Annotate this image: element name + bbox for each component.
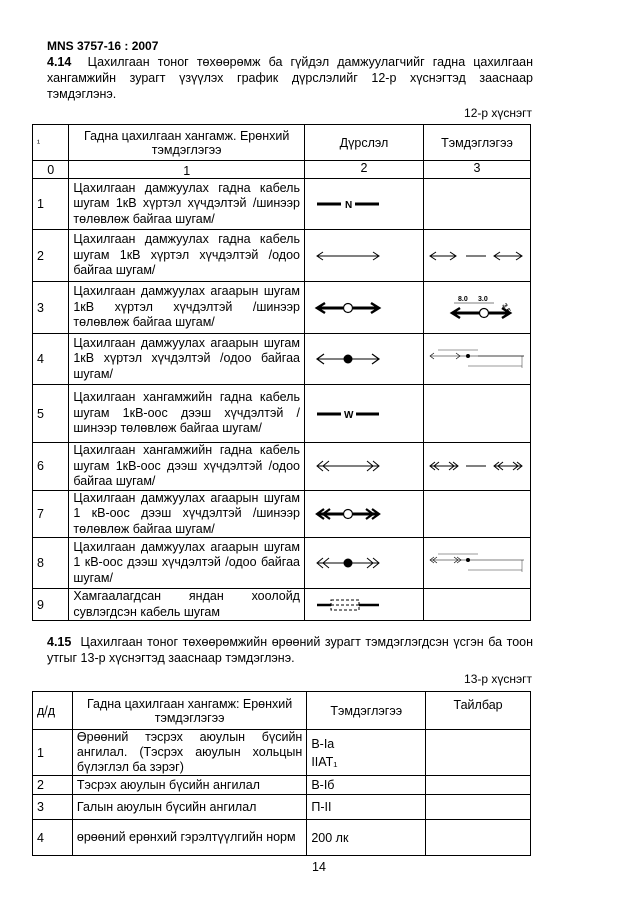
mark-secondary: IIАТ₁ — [311, 754, 338, 769]
row-mark: П-II — [307, 795, 426, 820]
symbol-letter: W — [343, 409, 354, 421]
row-description: Цахилгаан дамжуулах агаарын шугам 1 кВ-оос дээш хүчдэлтэй /одоо байгаа шугам/ — [69, 538, 305, 589]
row-number: 7 — [33, 490, 69, 538]
row-note — [426, 795, 531, 820]
table-row — [33, 730, 531, 776]
row-note — [426, 730, 531, 776]
dim-label: 3.5 — [500, 302, 512, 314]
header-no: ¹ — [33, 125, 69, 161]
row-mark — [423, 385, 530, 443]
table-row — [33, 820, 531, 856]
standard-header: MNS 3757-16 : 2007 — [47, 39, 159, 53]
row-symbol — [304, 443, 423, 491]
section-4-14 — [47, 54, 533, 102]
row-description: Цахилгаан дамжуулах агаарын шугам 1 кВ-оос дээш хүчдэлтэй /шинээр төлөвлөж байгаа шугам/ — [69, 490, 305, 538]
cable-new-symbol — [309, 194, 419, 214]
section-text: Цахилгаан тоног төхөөрөмж ба гүйдэл дамжуулагчийг гадна цахилгаан хангамжийн зурагт үзүүлэх график дүрслэлийг 12-р хүснэгтэд зааснаар тэмдэглэнэ. — [47, 55, 533, 101]
row-mark: В-Iб — [307, 776, 426, 795]
table-row — [33, 538, 531, 589]
index-cell: 2 — [304, 161, 423, 179]
cable-hv-new-symbol — [309, 404, 419, 424]
row-description: Галын аюулын бүсийн ангилал — [72, 795, 306, 820]
row-number: 2 — [33, 776, 73, 795]
row-description: Хамгаалагдсан яндан хоолойд сувлэгдсэн кабель шугам — [69, 589, 305, 621]
row-mark — [423, 538, 530, 589]
overhead-existing-symbol — [309, 349, 419, 369]
row-number: 5 — [33, 385, 69, 443]
table-row — [33, 776, 531, 795]
table-header-row — [33, 692, 531, 730]
row-number: 6 — [33, 443, 69, 491]
overhead-existing-mark — [428, 344, 526, 374]
table-13 — [32, 691, 531, 856]
row-symbol — [304, 490, 423, 538]
row-number: 3 — [33, 795, 73, 820]
header-symbol: Дүрслэл — [304, 125, 423, 161]
row-number: 4 — [33, 820, 73, 856]
table-row — [33, 179, 531, 230]
header-mark: Тэмдэглэгээ — [307, 692, 426, 730]
table-row — [33, 795, 531, 820]
section-4-15 — [47, 634, 533, 666]
row-mark — [423, 282, 530, 334]
header-mark: Тэмдэглэгээ — [423, 125, 530, 161]
table-row — [33, 490, 531, 538]
row-symbol — [304, 538, 423, 589]
table12-caption: 12-р хүснэгт — [464, 106, 532, 120]
row-description: өрөөний ерөнхий гэрэлтүүлгийн норм — [72, 820, 306, 856]
overhead-new-symbol — [309, 298, 419, 318]
overhead-hv-new-symbol — [309, 504, 419, 524]
page-number: 14 — [312, 860, 326, 874]
row-number: 1 — [33, 179, 69, 230]
row-symbol — [304, 334, 423, 385]
table-row — [33, 334, 531, 385]
overhead-new-mark — [428, 291, 526, 325]
conduit-cable-symbol — [309, 595, 419, 615]
cable-hv-existing-mark — [428, 456, 526, 476]
row-symbol — [304, 589, 423, 621]
index-row — [33, 161, 531, 179]
table13-caption: 13-р хүснэгт — [464, 672, 532, 686]
row-mark — [423, 443, 530, 491]
index-cell: 3 — [423, 161, 530, 179]
row-description: Өрөөний тэсрэх аюулын бүсийн ангилал. (Тэсрэх аюулын хольцын бүлэглэл ба зэрэг) — [72, 730, 306, 776]
row-number: 1 — [33, 730, 73, 776]
section-number: 4.15 — [47, 635, 72, 649]
row-description: Тэсрэх аюулын бүсийн ангилал — [72, 776, 306, 795]
table-row — [33, 443, 531, 491]
index-cell: 1 — [69, 161, 305, 179]
mark-primary: В-Iа — [311, 736, 335, 751]
cable-hv-existing-symbol — [309, 456, 419, 476]
row-number: 4 — [33, 334, 69, 385]
row-number: 2 — [33, 230, 69, 282]
table-12 — [32, 124, 531, 621]
overhead-hv-existing-symbol — [309, 553, 419, 573]
row-description: Цахилгаан дамжуулах гадна кабель шугам 1кВ хүртэл хүчдэлтэй /шинээр төлөвлөж байгаа шугам/ — [69, 179, 305, 230]
dim-label: 8.0 — [457, 295, 468, 303]
row-description: Цахилгаан хангамжийн гадна кабель шугам 1кВ-оос дээш хүчдэлтэй /шинээр төлөвлөж байгаа шугам/ — [69, 385, 305, 443]
index-cell: 0 — [33, 161, 69, 179]
row-mark — [423, 334, 530, 385]
table-row — [33, 230, 531, 282]
table-row — [33, 282, 531, 334]
row-note — [426, 820, 531, 856]
overhead-hv-existing-mark — [428, 548, 526, 578]
row-symbol — [304, 385, 423, 443]
header-desc: Гадна цахилгаан хангамж. Ерөнхий тэмдэглэгээ — [69, 125, 305, 161]
table-row — [33, 385, 531, 443]
row-symbol — [304, 282, 423, 334]
row-number: 8 — [33, 538, 69, 589]
row-description: Цахилгаан дамжуулах агаарын шугам 1кВ хүртэл хүчдэлтэй /одоо байгаа шугам/ — [69, 334, 305, 385]
cable-existing-symbol — [309, 246, 419, 266]
cable-existing-mark — [428, 246, 526, 266]
row-mark — [423, 490, 530, 538]
table-row — [33, 589, 531, 621]
row-description: Цахилгаан дамжуулах агаарын шугам 1кВ хүртэл хүчдэлтэй /шинээр төлөвлөж байгаа шугам/ — [69, 282, 305, 334]
row-symbol — [304, 179, 423, 230]
header-note: Тайлбар — [426, 692, 531, 730]
symbol-letter: N — [344, 200, 353, 211]
row-note — [426, 776, 531, 795]
dim-label: 3.0 — [477, 295, 488, 303]
header-desc: Гадна цахилгаан хангамж: Ерөнхий тэмдэглэгээ — [72, 692, 306, 730]
section-number: 4.14 — [47, 55, 72, 69]
row-description: Цахилгаан хангамжийн гадна кабель шугам 1кВ-оос дээш хүчдэлтэй /одоо байгаа шугам/ — [69, 443, 305, 491]
row-mark — [423, 589, 530, 621]
row-description: Цахилгаан дамжуулах гадна кабель шугам 1кВ хүртэл хүчдэлтэй /одоо байгаа шугам/ — [69, 230, 305, 282]
row-mark — [307, 730, 426, 776]
table-header-row — [33, 125, 531, 161]
row-number: 9 — [33, 589, 69, 621]
section-text: Цахилгаан тоног төхөөрөмжийн өрөөний зурагт тэмдэглэгдсэн үсгэн ба тоон утгыг 13-р хүснэгтэд зааснаар тэмдэглэнэ. — [47, 635, 533, 665]
header-no: д/д — [33, 692, 73, 730]
row-mark — [423, 230, 530, 282]
row-mark: 200 лк — [307, 820, 426, 856]
row-number: 3 — [33, 282, 69, 334]
row-mark — [423, 179, 530, 230]
row-symbol — [304, 230, 423, 282]
